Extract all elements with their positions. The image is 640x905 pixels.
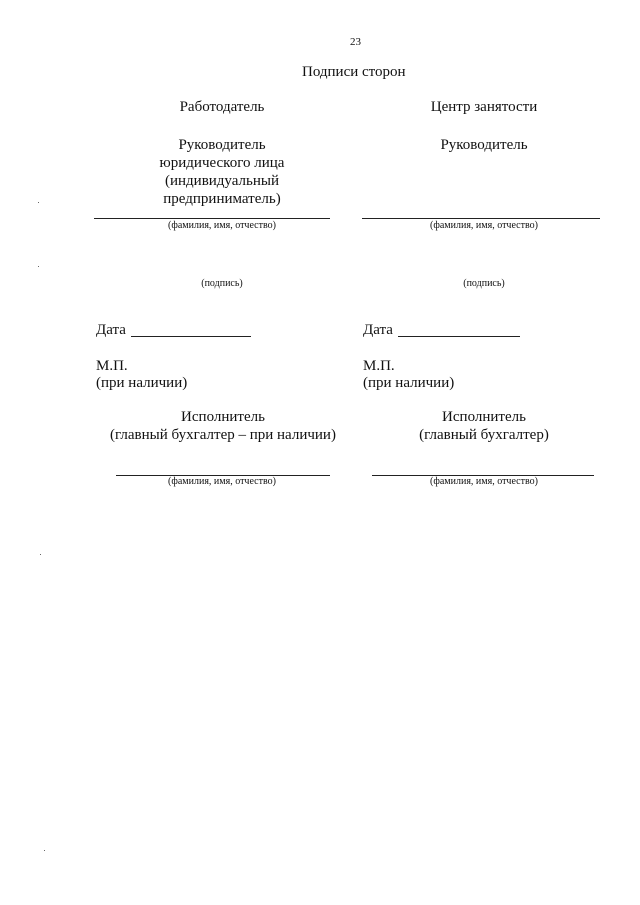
left-role-line: Руководитель: [178, 137, 266, 153]
right-stamp-note: (при наличии): [363, 375, 455, 391]
left-date-line: [131, 336, 251, 337]
margin-speck: [38, 202, 39, 203]
right-executor-name-caption: (фамилия, имя, отчество): [430, 476, 538, 487]
right-name-signature-line: [362, 218, 600, 219]
left-role-block: [130, 136, 314, 208]
left-executor-note: (главный бухгалтер – при наличии): [110, 427, 336, 443]
page-number: 23: [350, 36, 361, 48]
left-role-line: (индивидуальный: [164, 173, 279, 189]
left-party-title: Работодатель: [179, 99, 265, 115]
left-role-line: юридического лица: [159, 155, 285, 171]
left-stamp-label: М.П.: [96, 358, 128, 374]
left-name-caption: (фамилия, имя, отчество): [168, 220, 276, 231]
left-role-line: предприниматель): [163, 191, 281, 207]
right-role-line: Руководитель: [440, 137, 528, 153]
left-stamp-note: (при наличии): [96, 375, 188, 391]
left-executor-name-caption: (фамилия, имя, отчество): [168, 476, 276, 487]
left-date-label: Дата: [96, 322, 126, 338]
right-party-title: Центр занятости: [430, 99, 538, 115]
heading-text: Подписи сторон: [302, 64, 406, 80]
right-executor-note: (главный бухгалтер): [419, 427, 549, 443]
right-date-label: Дата: [363, 322, 393, 338]
left-name-signature-line: [94, 218, 330, 219]
right-executor-title: Исполнитель: [442, 409, 526, 425]
margin-speck: [44, 850, 45, 851]
margin-speck: [40, 554, 41, 555]
margin-speck: [38, 266, 39, 267]
right-date-line: [398, 336, 520, 337]
right-stamp-label: М.П.: [363, 358, 395, 374]
left-signature-caption: (подпись): [201, 278, 243, 289]
right-signature-caption: (подпись): [463, 278, 505, 289]
right-role-block: [392, 136, 576, 154]
left-executor-title: Исполнитель: [181, 409, 265, 425]
right-name-caption: (фамилия, имя, отчество): [430, 220, 538, 231]
